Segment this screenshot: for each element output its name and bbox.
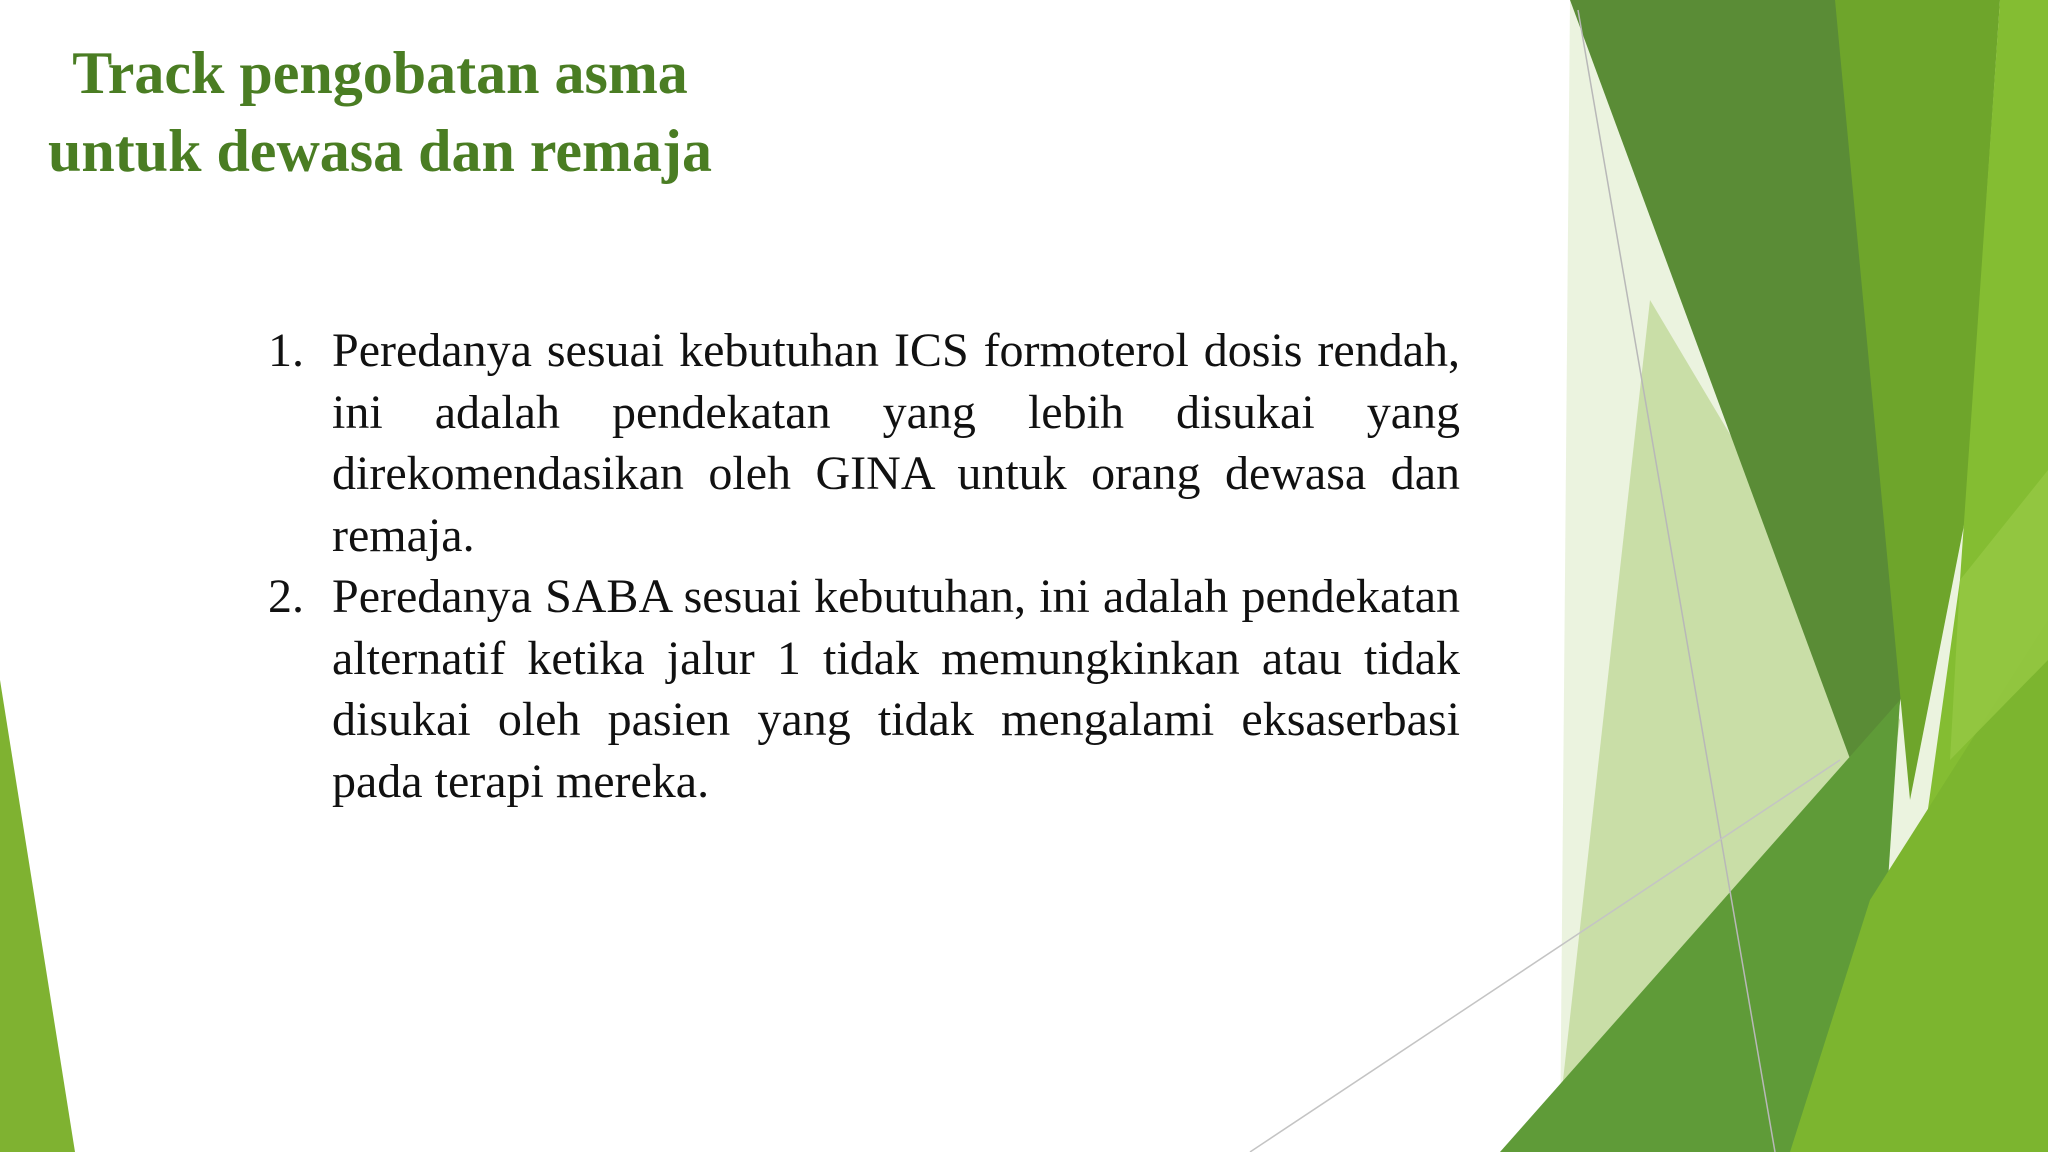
list-item-text: Peredanya sesuai kebutuhan ICS formoterol dosis rendah, ini adalah pendekatan yang lebih disukai yang direkomendasikan oleh GINA untuk orang dewasa dan remaja.	[332, 324, 1460, 562]
list-item	[268, 320, 1460, 566]
list-item	[268, 566, 1460, 812]
list-item-number: 1.	[268, 324, 304, 377]
title-line-1: Track pengobatan asma	[72, 40, 688, 106]
title-line-2: untuk dewasa dan remaja	[47, 118, 712, 184]
numbered-list	[268, 320, 1460, 812]
left-accent-shape	[0, 680, 75, 1152]
list-item-text: Peredanya SABA sesuai kebutuhan, ini adalah pendekatan alternatif ketika jalur 1 tidak memungkinkan atau tidak disukai oleh pasien yang tidak mengalami eksaserbasi pada terapi mereka.	[332, 570, 1460, 808]
list-item-number: 2.	[268, 570, 304, 623]
slide-title	[10, 34, 750, 190]
